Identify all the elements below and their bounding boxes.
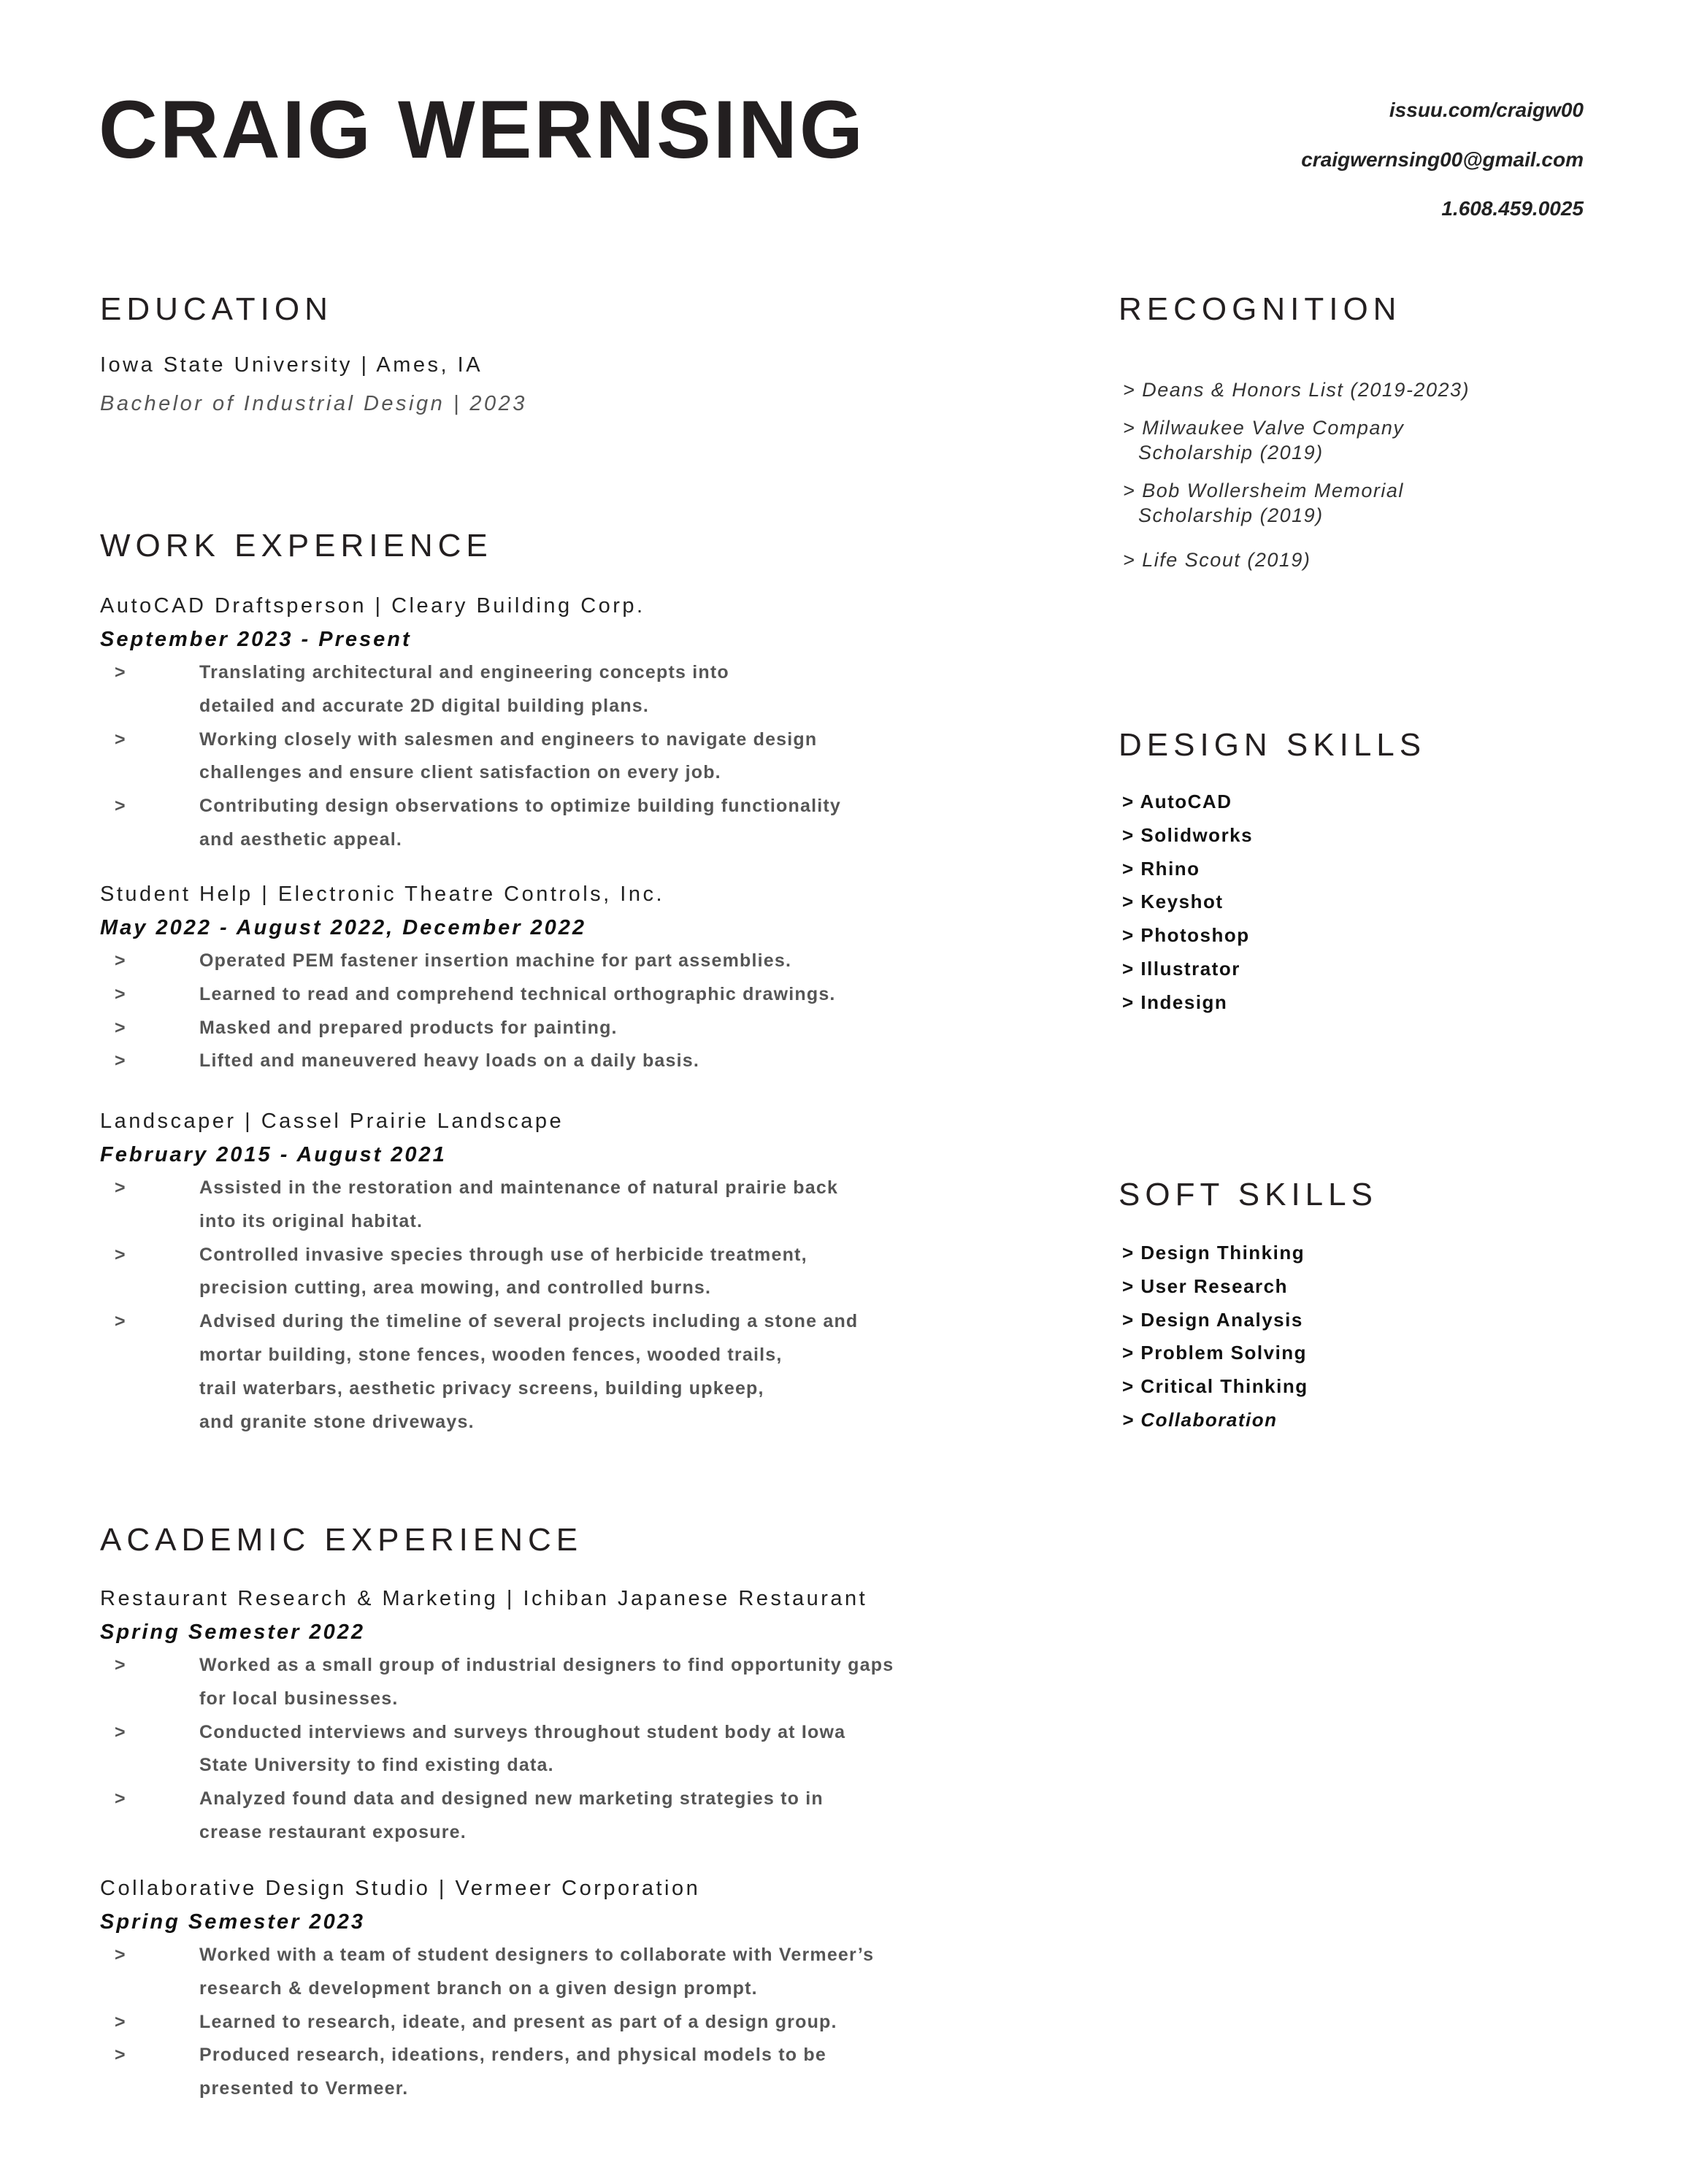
- academic-project-1: [100, 1872, 874, 2106]
- bullet-line: [100, 1339, 858, 1372]
- bullet-text: Contributing design observations to optimize building functionality: [199, 796, 841, 817]
- chevron-right-icon: >: [115, 796, 126, 817]
- bullet-line: [100, 1045, 836, 1078]
- bullet-text: crease restaurant exposure.: [199, 1821, 467, 1842]
- bullet-text: State University to find existing data.: [199, 1755, 554, 1776]
- skill-item: > User Research: [1122, 1274, 1289, 1297]
- skill-item: > Illustrator: [1122, 957, 1240, 980]
- soft-skills-heading: SOFT SKILLS: [1119, 1177, 1378, 1212]
- bullet-text: Worked as a small group of industrial designers to find opportunity gaps: [199, 1655, 894, 1675]
- job-date: February 2015 - August 2021: [100, 1143, 447, 1166]
- skill-item: > Solidworks: [1122, 823, 1254, 846]
- work-job-2: [100, 1104, 858, 1439]
- education-heading: EDUCATION: [100, 291, 333, 327]
- design-skills-heading: DESIGN SKILLS: [1119, 727, 1427, 763]
- bullet-line: [100, 1239, 858, 1272]
- bullet-line: [100, 1783, 894, 1816]
- academic-experience-heading: ACADEMIC EXPERIENCE: [100, 1522, 583, 1558]
- bullet-text: Conducted interviews and surveys throughout student body at Iowa: [199, 1721, 846, 1742]
- recognition-item: [1123, 377, 1470, 402]
- work-job-0: [100, 589, 841, 857]
- bullet-text: presented to Vermeer.: [199, 2078, 409, 2099]
- recognition-item-text: Scholarship (2019): [1138, 442, 1324, 464]
- education-degree: Bachelor of Industrial Design | 2023: [100, 392, 527, 415]
- job-title: Collaborative Design Studio | Vermeer Corporation: [100, 1877, 701, 1900]
- skill-item: > Design Thinking: [1122, 1242, 1305, 1264]
- bullet-text: Analyzed found data and designed new marketing strategies to in: [199, 1788, 824, 1810]
- bullet-text: into its original habitat.: [199, 1210, 423, 1231]
- bullet-line: [100, 2006, 874, 2039]
- chevron-right-icon: >: [115, 2045, 126, 2066]
- bullet-text: challenges and ensure client satisfaction on every job.: [199, 762, 721, 783]
- skill-item: > Rhino: [1122, 857, 1200, 880]
- bullet-text: and granite stone driveways.: [199, 1411, 475, 1432]
- chevron-right-icon: >: [115, 1945, 126, 1965]
- resume-name: CRAIG WERNSING: [99, 84, 865, 175]
- bullet-text: Advised during the timeline of several projects including a stone and: [199, 1311, 859, 1332]
- bullet-text: Operated PEM fastener insertion machine for part assemblies.: [199, 950, 792, 971]
- bullet-line: [100, 1749, 894, 1783]
- academic-project-0: [100, 1582, 894, 1850]
- bullet-line: [100, 1205, 858, 1239]
- bullet-line: [100, 1683, 894, 1716]
- recognition-item-text: > Life Scout (2019): [1123, 549, 1311, 571]
- job-title: Landscaper | Cassel Prairie Landscape: [100, 1110, 564, 1133]
- bullet-line: [100, 1372, 858, 1406]
- education-school: Iowa State University | Ames, IA: [100, 353, 483, 377]
- skill-item: > Problem Solving: [1122, 1342, 1308, 1364]
- bullet-line: [100, 1272, 858, 1305]
- chevron-right-icon: >: [115, 983, 126, 1004]
- bullet-line: [100, 1816, 894, 1850]
- skill-item: > Keyshot: [1122, 891, 1224, 913]
- skill-item: > Indesign: [1122, 991, 1228, 1013]
- bullet-line: [100, 690, 841, 723]
- bullet-text: Working closely with salesmen and engineers to navigate design: [199, 728, 818, 750]
- bullet-text: Produced research, ideations, renders, and physical models to be: [199, 2045, 826, 2066]
- skill-item: > Photoshop: [1122, 924, 1250, 947]
- bullet-text: Learned to read and comprehend technical orthographic drawings.: [199, 983, 836, 1004]
- bullet-line: [100, 723, 841, 757]
- work-job-1: [100, 877, 836, 1078]
- skill-item: > AutoCAD: [1122, 791, 1232, 812]
- job-title: Student Help | Electronic Theatre Controls, Inc.: [100, 883, 665, 906]
- bullet-text: and aesthetic appeal.: [199, 828, 403, 850]
- chevron-right-icon: >: [115, 1721, 126, 1742]
- chevron-right-icon: >: [115, 1050, 126, 1072]
- bullet-text: Lifted and maneuvered heavy loads on a daily basis.: [199, 1050, 700, 1072]
- bullet-line: [100, 790, 841, 823]
- bullet-text: Learned to research, ideate, and present as part of a design group.: [199, 2011, 837, 2032]
- job-title: AutoCAD Draftsperson | Cleary Building Corp.: [100, 594, 645, 618]
- bullet-line: [100, 756, 841, 790]
- bullet-text: precision cutting, area mowing, and controlled burns.: [199, 1277, 712, 1299]
- bullet-line: [100, 978, 836, 1012]
- bullet-line: [100, 656, 841, 690]
- chevron-right-icon: >: [115, 1655, 126, 1675]
- skill-item: > Collaboration: [1122, 1408, 1278, 1431]
- recognition-item-text: > Deans & Honors List (2019-2023): [1123, 379, 1470, 401]
- phone-number: 1.608.459.0025: [1441, 197, 1584, 220]
- recognition-item: [1123, 547, 1311, 572]
- bullet-line: [100, 1972, 874, 2006]
- recognition-item-text: > Milwaukee Valve Company: [1123, 417, 1405, 439]
- chevron-right-icon: >: [115, 1017, 126, 1038]
- job-date: Spring Semester 2023: [100, 1910, 366, 1934]
- chevron-right-icon: >: [115, 728, 126, 750]
- job-title: Restaurant Research & Marketing | Ichiban Japanese Restaurant: [100, 1587, 868, 1610]
- bullet-line: [100, 1716, 894, 1750]
- bullet-text: Worked with a team of student designers to collaborate with Vermeer’s: [199, 1945, 875, 1965]
- bullet-line: [100, 1649, 894, 1683]
- soft-skills-list: [1122, 1237, 1308, 1437]
- email-link[interactable]: craigwernsing00@gmail.com: [1301, 148, 1584, 171]
- bullet-text: Assisted in the restoration and maintenance of natural prairie back: [199, 1177, 839, 1198]
- bullet-text: Controlled invasive species through use of herbicide treatment,: [199, 1244, 807, 1265]
- recognition-heading: RECOGNITION: [1119, 291, 1402, 327]
- recognition-item: [1123, 415, 1404, 465]
- job-date: September 2023 - Present: [100, 628, 412, 651]
- chevron-right-icon: >: [115, 950, 126, 971]
- chevron-right-icon: >: [115, 1788, 126, 1810]
- bullet-line: [100, 1012, 836, 1045]
- bullet-text: mortar building, stone fences, wooden fences, wooded trails,: [199, 1344, 783, 1365]
- bullet-line: [100, 2039, 874, 2072]
- bullet-text: trail waterbars, aesthetic privacy screens, building upkeep,: [199, 1377, 764, 1399]
- bullet-line: [100, 1939, 874, 1972]
- recognition-item-text: > Bob Wollersheim Memorial: [1123, 480, 1404, 501]
- job-date: May 2022 - August 2022, December 2022: [100, 916, 587, 939]
- chevron-right-icon: >: [115, 1311, 126, 1332]
- bullet-line: [100, 1406, 858, 1439]
- bullet-text: research & development branch on a given design prompt.: [199, 1977, 758, 1999]
- recognition-item-text: Scholarship (2019): [1138, 504, 1324, 526]
- bullet-line: [100, 2072, 874, 2106]
- chevron-right-icon: >: [115, 2011, 126, 2032]
- portfolio-link[interactable]: issuu.com/craigw00: [1389, 99, 1584, 121]
- chevron-right-icon: >: [115, 1177, 126, 1198]
- skill-item: > Critical Thinking: [1122, 1375, 1308, 1398]
- bullet-text: for local businesses.: [199, 1688, 399, 1709]
- bullet-line: [100, 945, 836, 978]
- bullet-text: Masked and prepared products for painting.: [199, 1017, 618, 1038]
- work-experience-heading: WORK EXPERIENCE: [100, 528, 493, 564]
- bullet-line: [100, 1172, 858, 1205]
- bullet-text: Translating architectural and engineering concepts into: [199, 662, 729, 682]
- bullet-text: detailed and accurate 2D digital building plans.: [199, 695, 650, 716]
- recognition-item: [1123, 478, 1404, 528]
- chevron-right-icon: >: [115, 1244, 126, 1265]
- design-skills-list: [1122, 785, 1253, 1020]
- bullet-line: [100, 1305, 858, 1339]
- skill-item: > Design Analysis: [1122, 1308, 1303, 1331]
- job-date: Spring Semester 2022: [100, 1620, 366, 1644]
- bullet-line: [100, 823, 841, 857]
- chevron-right-icon: >: [115, 662, 126, 682]
